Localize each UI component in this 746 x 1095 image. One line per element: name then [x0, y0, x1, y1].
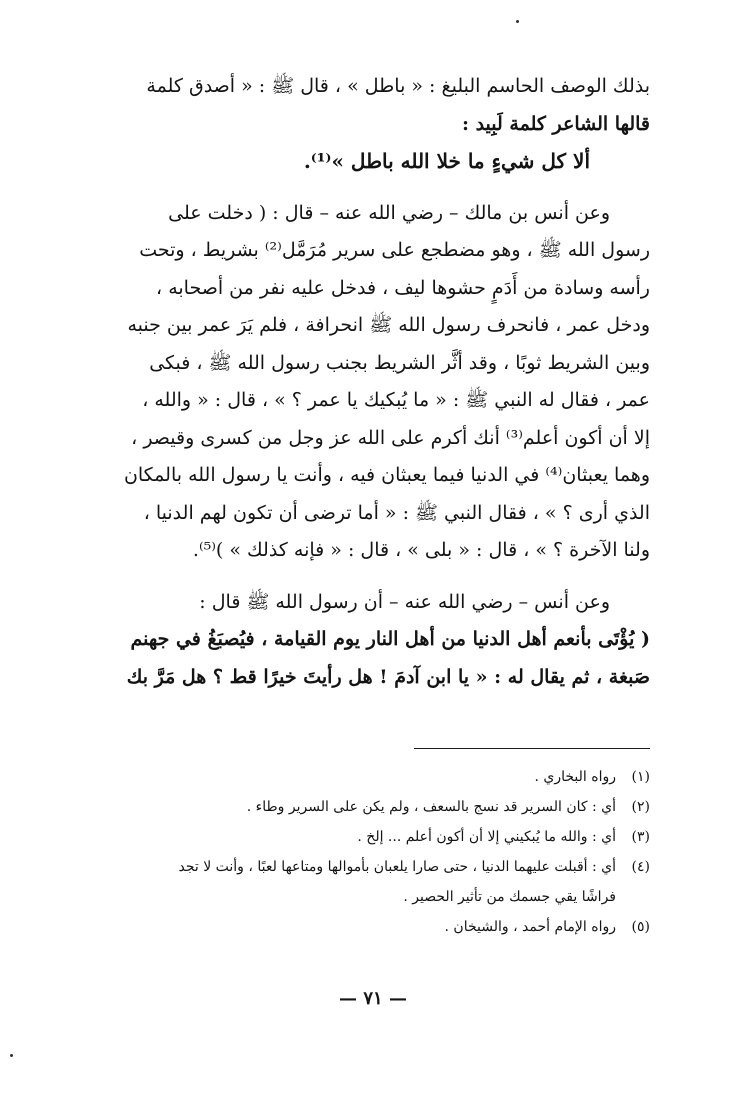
- footnote-text: رواه الإمام أحمد ، والشيخان .: [444, 919, 616, 935]
- footnote-number: (٥): [631, 919, 650, 935]
- text-line: ودخل عمر ، فانحرف رسول الله ﷺ انحرافة ، فلم يَرَ عمر بين جنبه: [127, 314, 650, 336]
- paragraph-gap: [92, 570, 650, 584]
- footnote-number: (٣): [631, 829, 650, 845]
- footnote-number: (١): [631, 769, 650, 785]
- poem-verse: ألا كل شيءٍ ما خلا الله باطل »⁽¹⁾.: [303, 149, 590, 173]
- paragraph-gap: [92, 181, 650, 195]
- footnote-text: رواه البخاري .: [534, 769, 616, 785]
- hadith-text-line: ( يُؤْتَى بأنعم أهل الدنيا من أهل النار يوم القيامة ، فيُصبَغُ في جهنم: [130, 628, 650, 650]
- footnote-number: (٢): [631, 799, 650, 815]
- text-line: رأسه وسادة من أَدَمٍ حشوها ليف ، فدخل عليه نفر من أصحابه ،: [156, 276, 650, 299]
- text-line: ولنا الآخرة ؟ » ، قال : « بلى » ، قال : « فإنه كذلك » )⁽⁵⁾.: [192, 539, 650, 561]
- footnote-continuation: [92, 882, 650, 912]
- scan-speck: [10, 1054, 13, 1057]
- hadith-text-line: صَبغة ، ثم يقال له : « يا ابن آدمَ ! هل رأيتَ خيرًا قط ؟ هل مَرَّ بك: [126, 665, 650, 688]
- text-line: وعن أنس بن مالك – رضي الله عنه – قال : ( دخلت على: [168, 201, 610, 224]
- footnote-separator: [414, 748, 650, 749]
- footnote-item: [92, 822, 650, 852]
- text-line: وبين الشريط ثوبًا ، وقد أثَّر الشريط بجنب رسول الله ﷺ ، فبكى: [149, 351, 650, 374]
- text-line: الذي أرى ؟ » ، فقال النبي ﷺ : « أما ترضى أن تكون لهم الدنيا ،: [143, 501, 650, 524]
- text-line: رسول الله ﷺ ، وهو مضطجع على سرير مُرَمَّل⁽²⁾ بشريط ، وتحت: [139, 239, 650, 261]
- footnote-item: [92, 792, 650, 822]
- footnote-text: أي : والله ما يُبكيني إلا أن أكون أعلم ... إلخ .: [357, 829, 616, 845]
- footnote-number: (٤): [631, 859, 650, 875]
- text-line: إلا أن أكون أعلم⁽³⁾ أنك أكرم على الله عز وجل من كسرى وقيصر ،: [131, 426, 650, 449]
- footnote-text: أي : أقبلت عليهما الدنيا ، حتى صارا يلعبان بأموالها ومتاعها لعبًا ، وأنت لا تجد: [178, 859, 616, 875]
- footnote-item: [92, 912, 650, 942]
- footnotes: [92, 762, 650, 942]
- text-line: قالها الشاعر كلمة لَبِيد :: [461, 112, 650, 135]
- main-text: [92, 68, 650, 696]
- footnote-text: فراشًا يقي جسمك من تأثير الحصير .: [403, 889, 616, 905]
- text-line: بذلك الوصف الحاسم البليغ : « باطل » ، قال ﷺ : « أصدق كلمة: [146, 75, 650, 97]
- footnote-item: [92, 762, 650, 792]
- footnote-text: أي : كان السرير قد نسج بالسعف ، ولم يكن على السرير وطاء .: [246, 799, 616, 815]
- text-line: وهما يعبثان⁽⁴⁾ في الدنيا فيما يعبثان فيه ، وأنت يا رسول الله بالمكان: [123, 464, 650, 486]
- text-line: عمر ، فقال له النبي ﷺ : « ما يُبكيك يا عمر ؟ » ، قال : « والله ،: [142, 389, 650, 411]
- page-number: — ٧١ —: [339, 988, 407, 1009]
- text-line: وعن أنس – رضي الله عنه – أن رسول الله ﷺ قال :: [199, 590, 610, 613]
- scan-speck: [516, 20, 519, 23]
- footnote-item: [92, 852, 650, 882]
